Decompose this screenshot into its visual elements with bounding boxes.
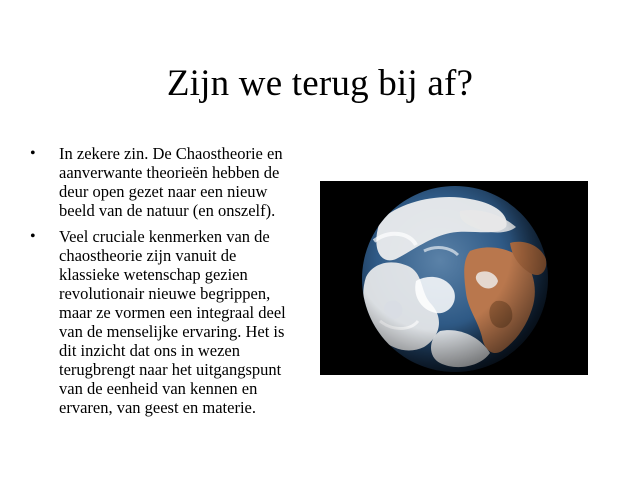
bullet-text: Veel cruciale kenmerken van de chaostheorie zijn vanuit de klassieke wetenschap gezien revolutionair nieuwe begrippen, maar ze vormen een integraal deel van de menselijke ervaring. Het is dit inzicht dat ons in wezen terugbrengt naar het uitgangspunt van de eenheid van kennen en ervaren, van geest en materie. (59, 227, 286, 417)
earth-globe-icon (320, 181, 588, 375)
bullet-item (28, 144, 298, 220)
earth-photo (320, 181, 588, 375)
bullet-marker: • (30, 145, 36, 162)
bullet-list (28, 144, 298, 424)
bullet-text: In zekere zin. De Chaostheorie en aanverwante theorieën hebben de deur open gezet naar een nieuw beeld van de natuur (en onszelf). (59, 144, 283, 220)
bullet-marker: • (30, 228, 36, 245)
bullet-item (28, 227, 298, 417)
slide-title: Zijn we terug bij af? (166, 63, 474, 104)
